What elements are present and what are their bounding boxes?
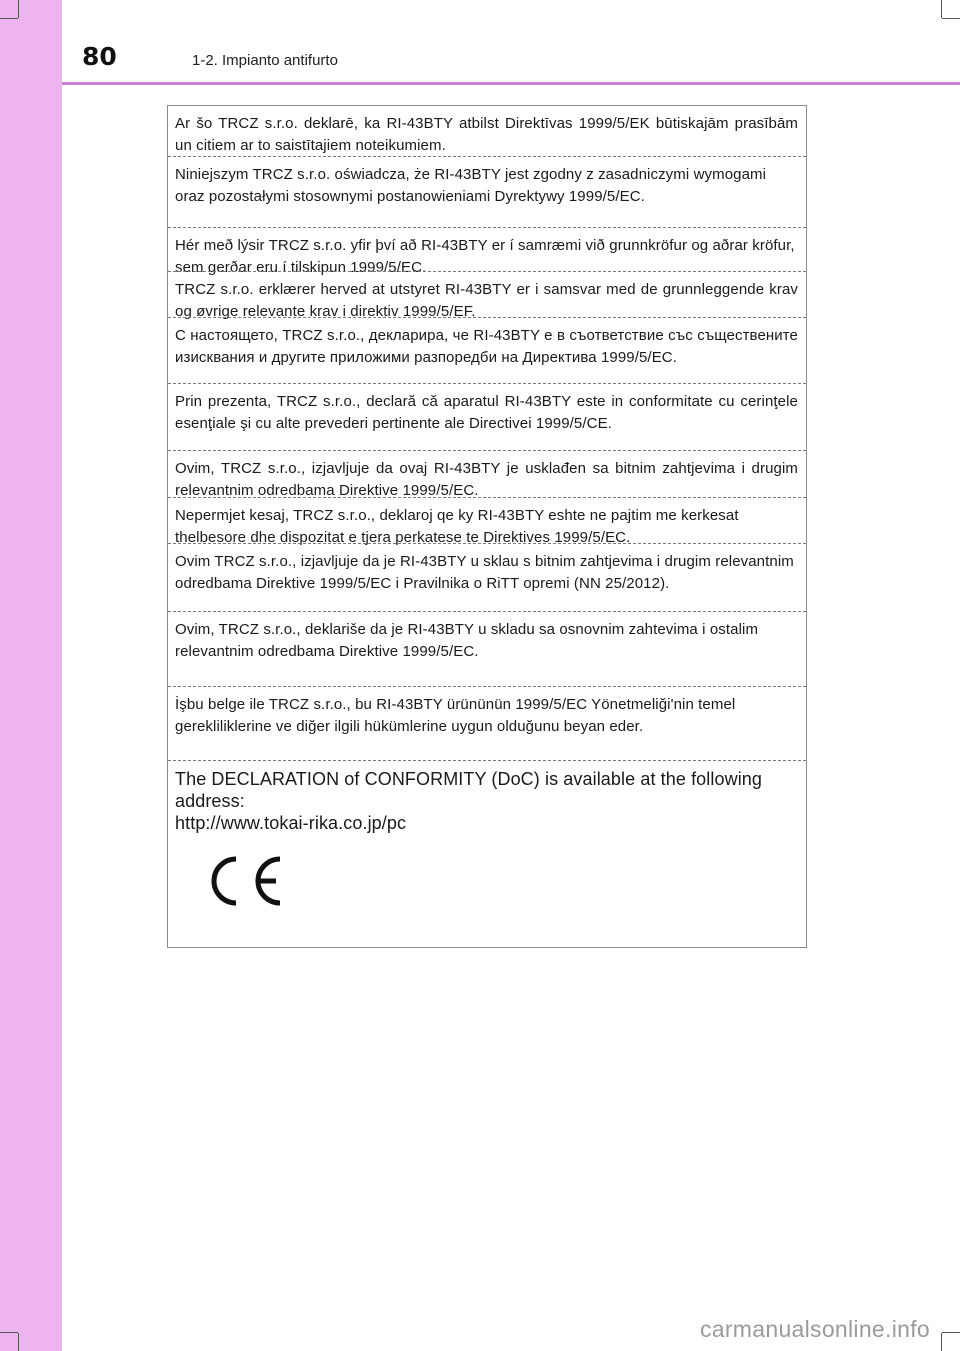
declaration-text: Prin prezenta, TRCZ s.r.o., declară că aparatul RI-43BTY este in conformitate cu cerinţele esenţiale şi cu alte prevederi pertinente ale Directivei 1999/5/CE. <box>175 393 798 432</box>
header-rule <box>62 82 960 85</box>
declaration-bosnian <box>168 450 806 497</box>
declaration-text: Ovim TRCZ s.r.o., izjavljuje da je RI-43BTY u sklau s bitnim zahtjevima i drugim relevantnim odredbama Direktive 1999/5/EC i Pravilnika o RiTT opremi (NN 25/2012). <box>175 553 794 592</box>
declaration-text: Ar šo TRCZ s.r.o. deklarē, ka RI-43BTY atbilst Direktīvas 1999/5/EK būtiskajām prasībām un citiem ar to saistītajiem noteikumiem. <box>175 115 798 154</box>
declaration-albanian <box>168 497 806 546</box>
declaration-text: С настоящето, TRCZ s.r.o., декларира, че RI-43BTY е в съответствие със съществените изисквания и другите приложими разпоредби на Директива 1999/5/ЕС. <box>175 327 798 366</box>
crop-mark <box>0 1332 18 1333</box>
crop-mark <box>18 0 19 18</box>
declaration-text: TRCZ s.r.o. erklærer herved at utstyret RI-43BTY er i samsvar med de grunnleggende krav og øvrige relevante krav i direktiv 1999/5/EF. <box>175 281 798 320</box>
declaration-croatian <box>168 543 806 611</box>
declaration-serbian <box>168 611 806 686</box>
declaration-text: Nepermjet kesaj, TRCZ s.r.o., deklaroj qe ky RI-43BTY eshte ne pajtim me kerkesat thelbesore dhe dispozitat e tjera perkatese te Direktives 1999/5/EC. <box>175 507 739 546</box>
crop-mark <box>941 1333 942 1351</box>
watermark: carmanualsonline.info <box>699 1316 930 1342</box>
declaration-romanian <box>168 383 806 450</box>
declaration-text: Niniejszym TRCZ s.r.o. oświadcza, że RI-43BTY jest zgodny z zasadniczymi wymogami oraz pozostałymi stosownymi postanowieniami Dyrektywy 1999/5/EC. <box>175 166 767 205</box>
declaration-text: Hér með lýsir TRCZ s.r.o. yfir því að RI-43BTY er í samræmi við grunnkröfur og aðrar kröfur, sem gerðar eru í tilskipun 1999/5/EC. <box>175 237 795 276</box>
conformity-section <box>168 760 806 949</box>
declaration-polish <box>168 156 806 227</box>
crop-mark <box>942 1332 960 1333</box>
crop-mark <box>941 0 942 18</box>
declaration-bulgarian <box>168 317 806 383</box>
ce-mark-icon <box>202 853 284 909</box>
conformity-url: http://www.tokai-rika.co.jp/pc <box>175 813 407 833</box>
declaration-text: Ovim, TRCZ s.r.o., deklariše da je RI-43BTY u skladu sa osnovnim zahtevima i ostalim relevantnim odredbama Direktive 1999/5/EC. <box>175 621 759 660</box>
declaration-text: İşbu belge ile TRCZ s.r.o., bu RI-43BTY ürününün 1999/5/EC Yönetmeliği'nin temel gerekliliklerine ve diğer ilgili hükümlerine uygun olduğunu beyan eder. <box>175 696 736 735</box>
section-title: 1-2. Impianto antifurto <box>192 52 338 69</box>
declaration-text: Ovim, TRCZ s.r.o., izjavljuje da ovaj RI-43BTY je usklađen sa bitnim zahtjevima i drugim relevantnim odredbama Direktive 1999/5/EC. <box>175 460 798 499</box>
crop-mark <box>18 1333 19 1351</box>
side-color-band <box>0 0 62 1351</box>
declaration-icelandic <box>168 227 806 276</box>
crop-mark <box>942 18 960 19</box>
crop-mark <box>0 18 18 19</box>
declaration-latvian <box>168 106 806 156</box>
page-number: 80 <box>82 42 117 71</box>
declaration-box <box>167 105 807 948</box>
declaration-turkish <box>168 686 806 760</box>
declaration-norwegian <box>168 271 806 320</box>
conformity-text: The DECLARATION of CONFORMITY (DoC) is available at the following address: <box>175 769 763 811</box>
